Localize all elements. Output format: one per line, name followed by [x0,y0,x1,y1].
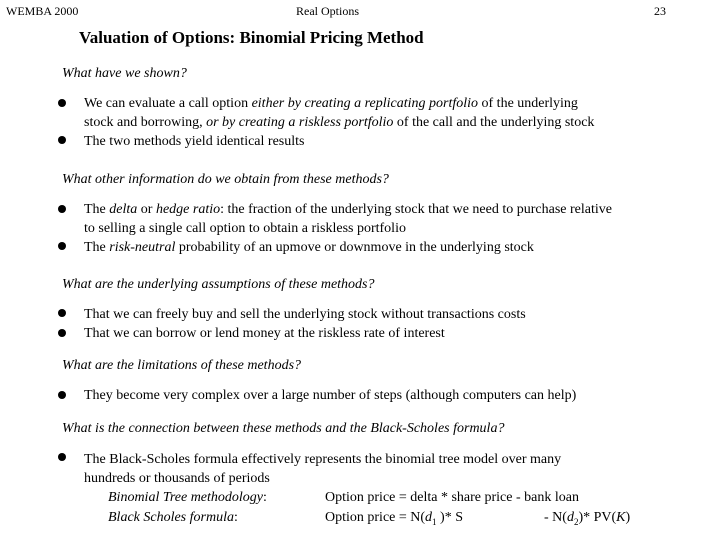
section-3-question: What are the underlying assumptions of these methods? [62,277,375,292]
bullet-icon [58,391,66,399]
bullet-icon [58,99,66,107]
section-5-bullet-1: The Black-Scholes formula effectively represents the binomial tree model over many hundreds or thousands of periods [84,452,562,486]
section-3-bullet-2: That we can borrow or lend money at the riskless rate of interest [84,326,445,341]
bullet-icon [58,329,66,337]
black-scholes-formula-label: Black Scholes formula: [108,510,238,525]
section-1-bullet-2: The two methods yield identical results [84,134,305,149]
bullet-icon [58,309,66,317]
section-1-bullet-1: We can evaluate a call option either by creating a replicating portfolio of the underlying stock and borrowing, or by creating a riskless portfolio of the call and the underlying stock [84,96,595,130]
black-scholes-formula-part-1: Option price = $N(d_1$ )* S [325,510,463,527]
section-4-question: What are the limitations of these methods? [62,358,302,373]
section-2-question: What other information do we obtain from these methods? [62,172,389,187]
binomial-formula-label: Binomial Tree methodology: [108,490,267,505]
section-3-bullet-1: That we can freely buy and sell the underlying stock without transactions costs [84,307,526,322]
header-course: WEMBA 2000 [6,4,79,18]
black-scholes-formula-part-2: - $N(d_2)*$ PV(K) [544,510,631,527]
section-4-bullet-1: They become very complex over a large number of steps (although computers can help) [84,388,577,403]
section-2-bullet-1: The delta or hedge ratio: the fraction of the underlying stock that we need to purchase relative to selling a single call option to obtain a riskless portfolio [84,202,612,236]
section-1-question: What have we shown? [62,66,187,81]
bullet-icon [58,453,66,461]
page-title: Valuation of Options: Binomial Pricing Method [79,28,424,47]
bullet-icon [58,205,66,213]
bullet-icon [58,136,66,144]
header-topic: Real Options [296,4,359,18]
section-5-question: What is the connection between these methods and the Black-Scholes formula? [62,421,505,436]
page-number: 23 [654,4,666,18]
binomial-formula: Option price = delta * share price - bank loan [325,490,579,505]
bullet-icon [58,242,66,250]
section-2-bullet-2: The risk-neutral probability of an upmove or downmove in the underlying stock [84,240,534,255]
